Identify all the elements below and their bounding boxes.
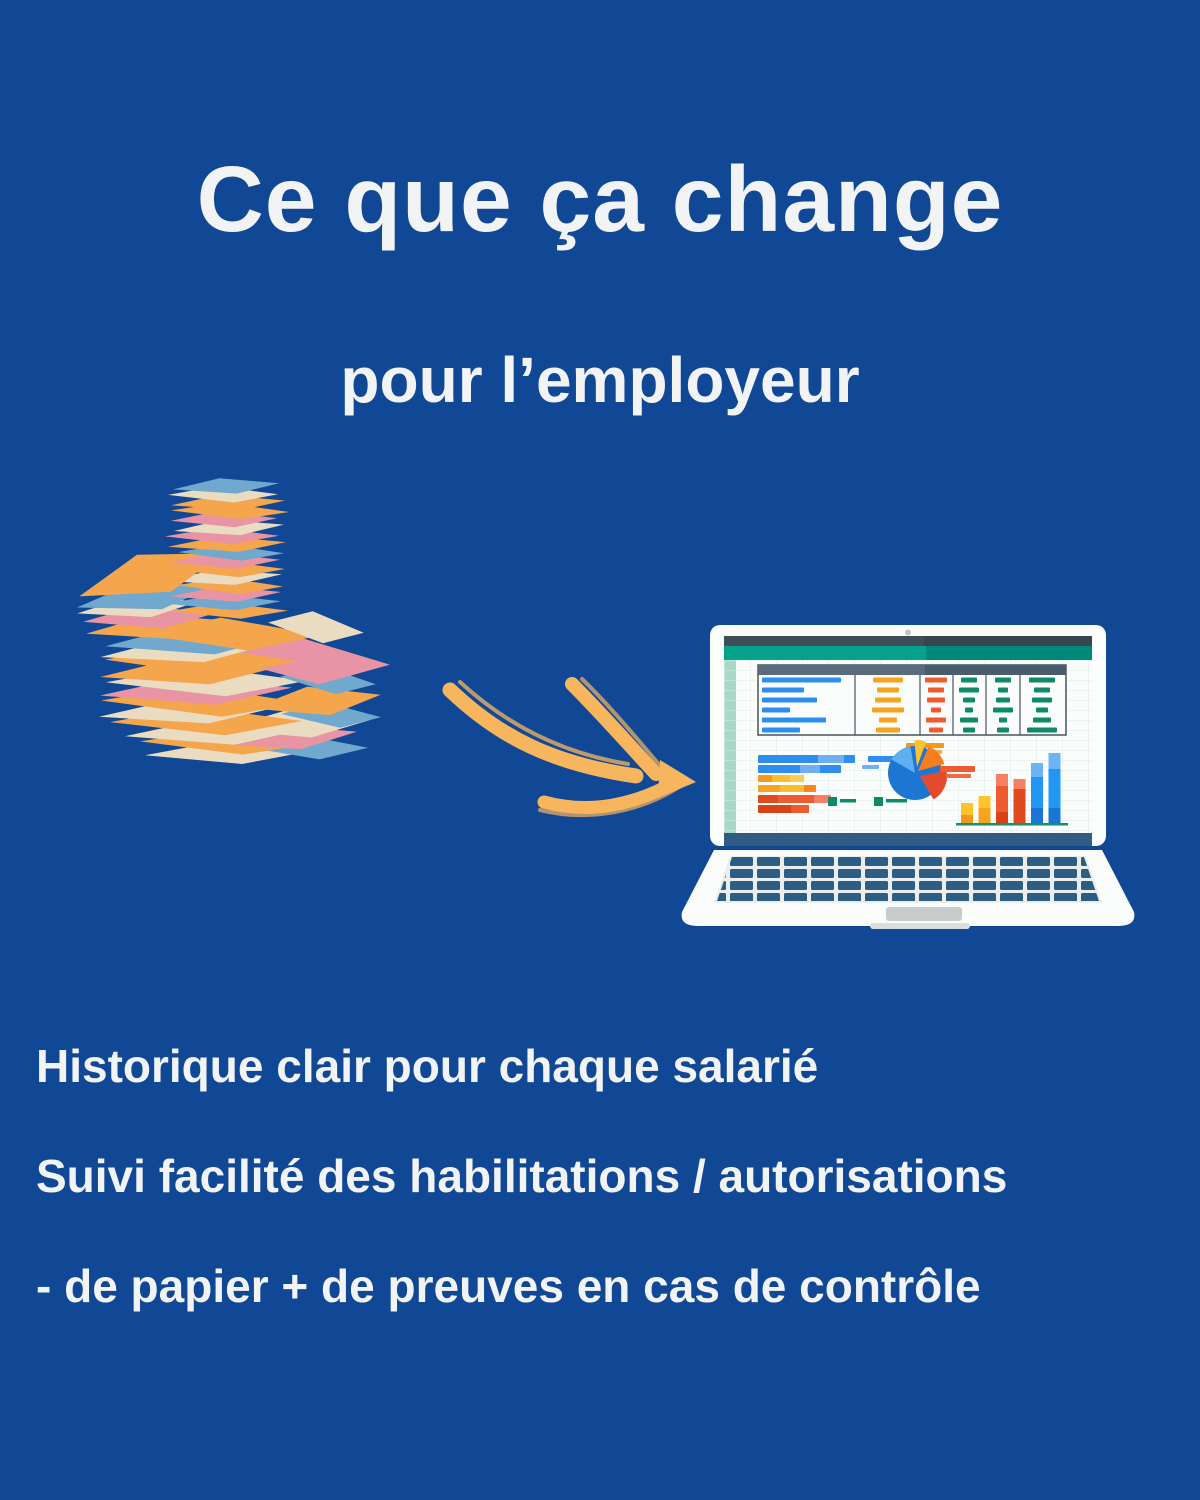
transform-arrow-icon — [430, 652, 720, 852]
laptop-screen — [710, 625, 1106, 846]
paper-stack-icon — [76, 474, 411, 764]
trackpad — [886, 907, 962, 921]
laptop-spreadsheet-icon — [678, 616, 1158, 936]
benefit-item: - de papier + de preuves en cas de contrôle — [36, 1260, 981, 1312]
webcam-dot — [905, 630, 911, 636]
benefit-item: Suivi facilité des habilitations / autorisations — [36, 1150, 1008, 1202]
benefits-list — [36, 1038, 1186, 1368]
spreadsheet-table — [758, 665, 1066, 735]
laptop-keyboard — [682, 850, 1135, 929]
page-subtitle: pour l’employeur — [340, 344, 860, 417]
page-title: Ce que ça change — [196, 147, 1004, 252]
benefit-item: Historique clair pour chaque salarié — [36, 1040, 819, 1092]
